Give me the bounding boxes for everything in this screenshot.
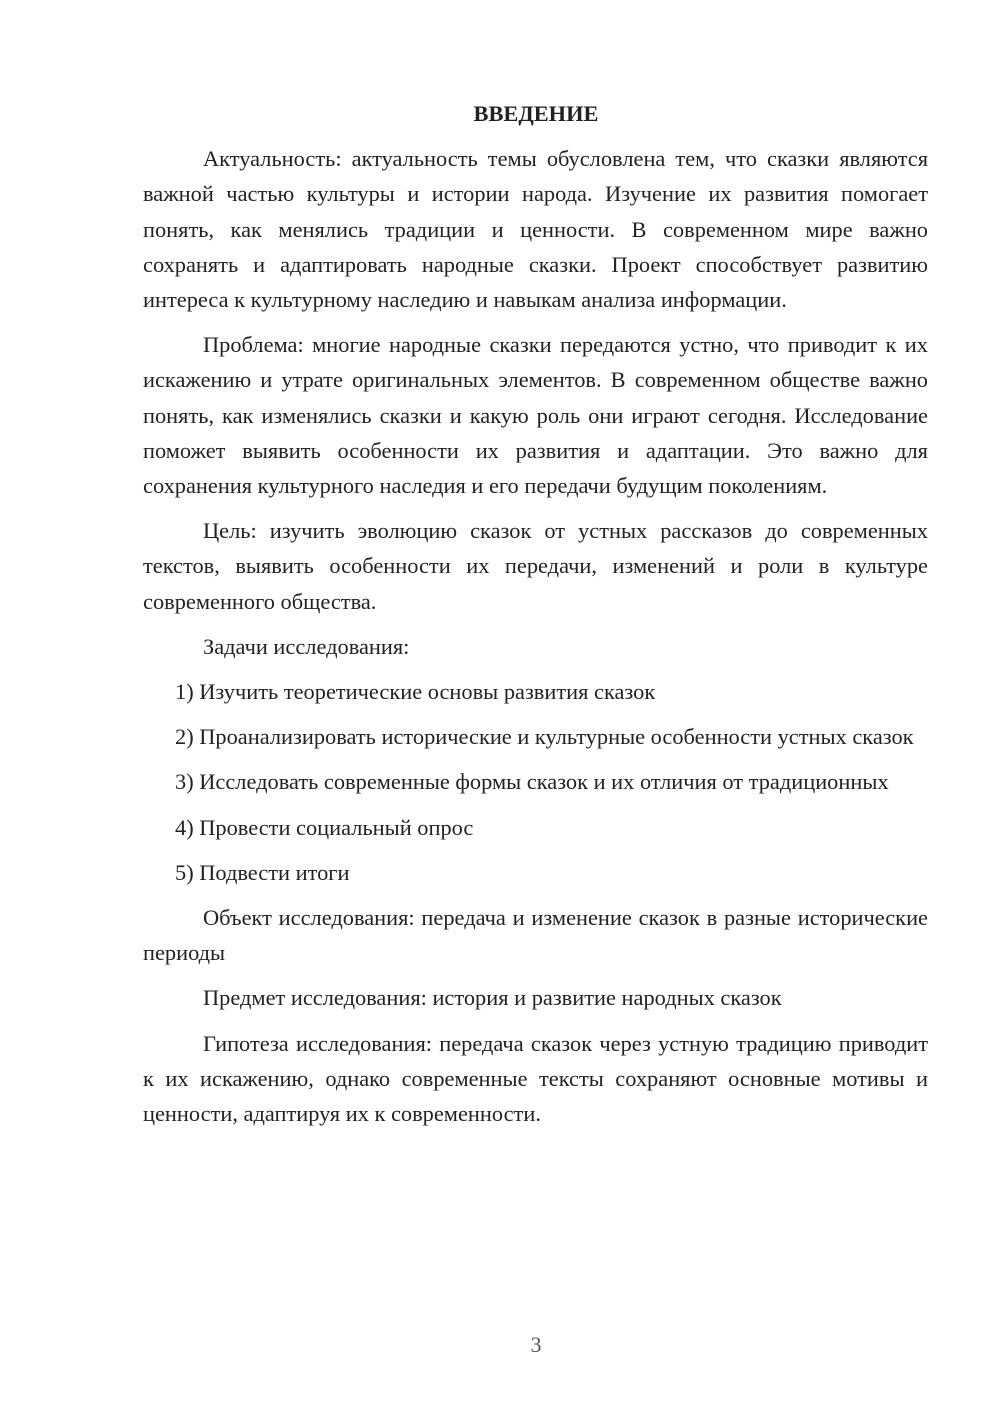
problem-paragraph: Проблема: многие народные сказки передаются устно, что приводит к их искажению и утрате оригинальных элементов. В современном обществе важно понять, как изменялись сказки и какую роль они играют сегодня. Исследование поможет выявить особенности их развития и адаптации. Это важно для сохранения культурного наследия и его передачи будущим поколениям. (143, 332, 928, 499)
task-item-1: 1) Изучить теоретические основы развития сказок (175, 679, 656, 705)
page-number: 3 (530, 1332, 542, 1357)
relevance-paragraph: Актуальность: актуальность темы обусловлена тем, что сказки являются важной частью культуры и истории народа. Изучение их развития помогает понять, как менялись традиции и ценности. В современном мире важно сохранять и адаптировать народные сказки. Проект способствует развитию интереса к культурному наследию и навыкам анализа информации. (143, 146, 928, 313)
subject-paragraph: Предмет исследования: история и развитие народных сказок (203, 985, 782, 1011)
task-item-5: 5) Подвести итоги (175, 859, 350, 885)
object-paragraph: Объект исследования: передача и изменение сказок в разные исторические периоды (143, 905, 928, 966)
task-item-3: 3) Исследовать современные формы сказок и их отличия от традиционных (175, 769, 889, 795)
task-item-2: 2) Проанализировать исторические и культурные особенности устных сказок (175, 724, 914, 750)
tasks-heading: Задачи исследования: (203, 633, 410, 659)
task-item-4: 4) Провести социальный опрос (175, 814, 474, 840)
hypothesis-paragraph: Гипотеза исследования: передача сказок через устную традицию приводит к их искажению, однако современные тексты сохраняют основные мотивы и ценности, адаптируя их к современности. (143, 1030, 928, 1127)
document-page (143, 96, 928, 1141)
goal-paragraph: Цель: изучить эволюцию сказок от устных рассказов до современных текстов, выявить особенности их передачи, изменений и роли в культуре современного общества. (143, 518, 928, 614)
section-title: ВВЕДЕНИЕ (473, 101, 599, 126)
